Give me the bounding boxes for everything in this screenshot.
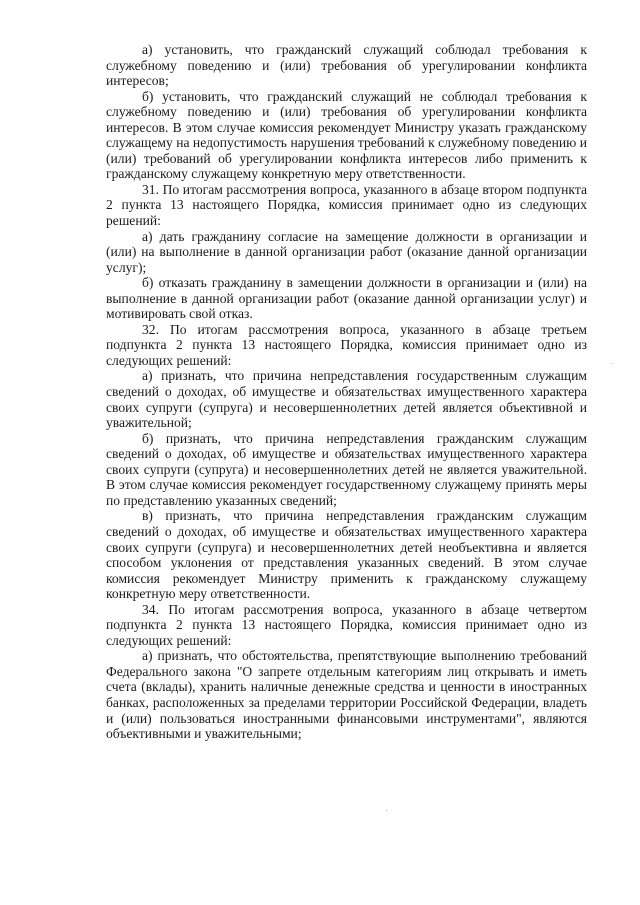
- paragraph-32-a: а) признать, что причина непредставления государственным служащим сведений о доходах, об имуществе и обязательствах имущественного характера своих супруги (супруга) и несовершеннолетних детей является объективной и уважительной;: [106, 368, 587, 431]
- paragraph-31-b: б) отказать гражданину в замещении должности в организации и (или) на выполнение в данной организации работ (оказание данной организации услуг) и мотивировать свой отказ.: [106, 275, 587, 322]
- paragraph-32: 32. По итогам рассмотрения вопроса, указанного в абзаце третьем подпункта 2 пункта 13 настоящего Порядка, комиссия принимает одно из следующих решений:: [106, 321, 587, 368]
- paragraph-30-a: а) установить, что гражданский служащий соблюдал требования к служебному поведению и (или) требования об урегулировании конфликта интересов;: [106, 42, 587, 89]
- document-page: [106, 42, 587, 742]
- scan-speck: [612, 363, 613, 364]
- paragraph-31-a: а) дать гражданину согласие на замещение должности в организации и (или) на выполнение в данной организации работ (оказание данной организации услуг);: [106, 228, 587, 275]
- paragraph-34-a: а) признать, что обстоятельства, препятствующие выполнению требований Федерального закона "О запрете отдельным категориям лиц открывать и иметь счета (вклады), хранить наличные денежные средства и ценности в иностранных банках, расположенных за пределами территории Российской Федерации, владеть и (или) пользоваться иностранными финансовыми инструментами", являются объективными и уважительными;: [106, 648, 587, 742]
- paragraph-32-c: в) признать, что причина непредставления гражданским служащим сведений о доходах, об имуществе и обязательствах имущественного характера своих супруги (супруга) и несовершеннолетних детей необъективна и является способом уклонения от представления указанных сведений. В этом случае комиссия рекомендует Министру применить к гражданскому служащему конкретную меру ответственности.: [106, 508, 587, 602]
- paragraph-31: 31. По итогам рассмотрения вопроса, указанного в абзаце втором подпункта 2 пункта 13 настоящего Порядка, комиссия принимает одно из следующих решений:: [106, 181, 587, 229]
- paragraph-30-b: б) установить, что гражданский служащий не соблюдал требования к служебному поведению и (или) требования об урегулировании конфликта интересов. В этом случае комиссия рекомендует Министру указать гражданскому служащему на недопустимость нарушения требований к служебному поведению и (или) требований об урегулировании конфликта интересов либо применить к гражданскому служащему конкретную меру ответственности.: [106, 88, 587, 182]
- scan-speck: [386, 810, 387, 811]
- paragraph-32-b: б) признать, что причина непредставления гражданским служащим сведений о доходах, об имуществе и обязательствах имущественного характера своих супруги (супруга) и несовершеннолетних детей не является уважительной. В этом случае комиссия рекомендует государственному служащему принять меры по представлению указанных сведений;: [106, 430, 587, 508]
- paragraph-34: 34. По итогам рассмотрения вопроса, указанного в абзаце четвертом подпункта 2 пункта 13 настоящего Порядка, комиссия принимает одно из следующих решений:: [106, 601, 587, 648]
